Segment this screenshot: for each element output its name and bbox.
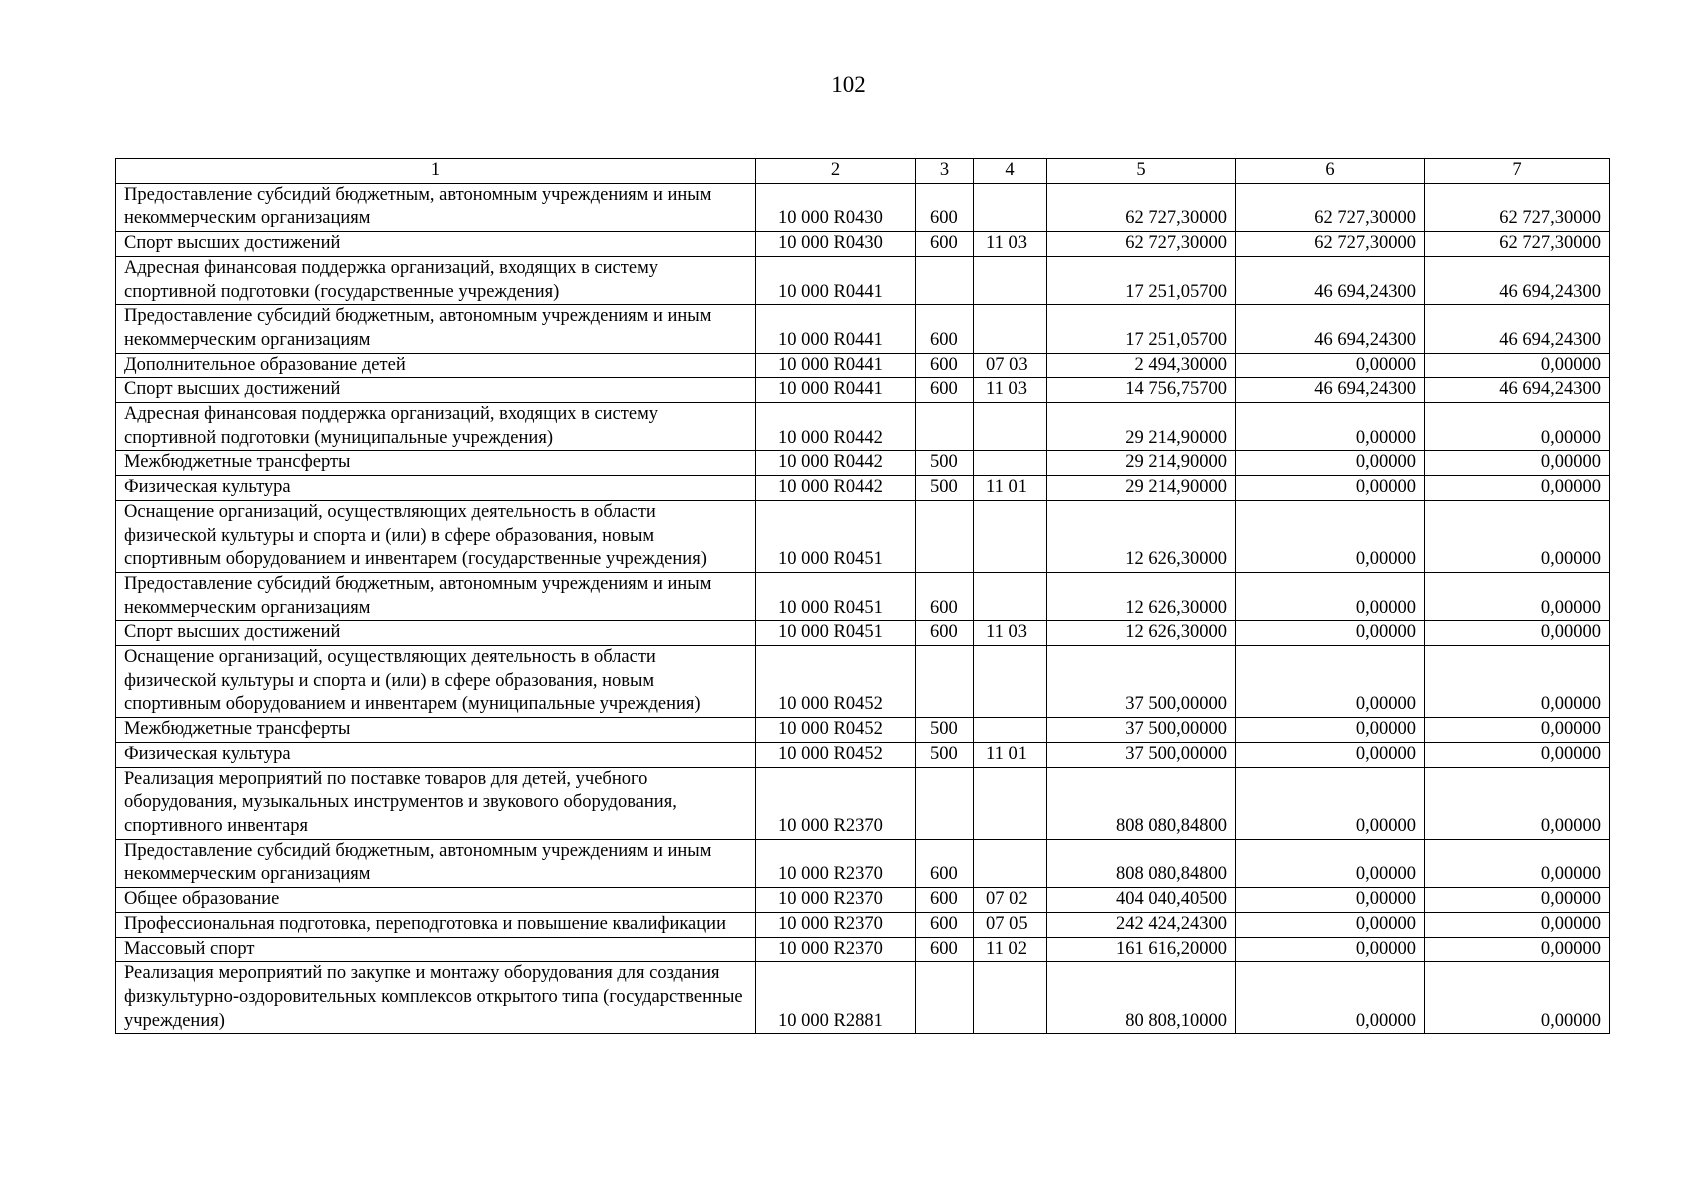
cell-expense-type: 600 [916, 912, 974, 937]
header-col-4: 4 [974, 159, 1047, 184]
table-header-row [116, 159, 1610, 184]
cell-amount-7: 0,00000 [1425, 742, 1610, 767]
cell-name: Массовый спорт [116, 937, 756, 962]
cell-amount-5: 37 500,00000 [1047, 646, 1236, 718]
cell-amount-6: 0,00000 [1236, 353, 1425, 378]
header-col-1: 1 [116, 159, 756, 184]
cell-code: 10 000 R0441 [756, 256, 916, 304]
cell-name: Адресная финансовая поддержка организаций, входящих в систему спортивной подготовки (муниципальные учреждения) [116, 403, 756, 451]
cell-section [974, 572, 1047, 620]
cell-section: 11 03 [974, 378, 1047, 403]
cell-name: Оснащение организаций, осуществляющих деятельность в области физической культуры и спорта и (или) в сфере образования, новым спортивным оборудованием и инвентарем (муниципальные учреждения) [116, 646, 756, 718]
table-row [116, 353, 1610, 378]
cell-amount-5: 29 214,90000 [1047, 451, 1236, 476]
cell-amount-5: 404 040,40500 [1047, 888, 1236, 913]
cell-amount-7: 0,00000 [1425, 646, 1610, 718]
cell-amount-6: 0,00000 [1236, 403, 1425, 451]
cell-amount-5: 37 500,00000 [1047, 742, 1236, 767]
cell-expense-type [916, 500, 974, 572]
cell-amount-6: 0,00000 [1236, 476, 1425, 501]
cell-code: 10 000 R0441 [756, 378, 916, 403]
page-number: 102 [831, 72, 866, 97]
cell-section [974, 451, 1047, 476]
cell-amount-6: 62 727,30000 [1236, 232, 1425, 257]
table-row [116, 451, 1610, 476]
cell-code: 10 000 R0451 [756, 572, 916, 620]
cell-amount-5: 29 214,90000 [1047, 403, 1236, 451]
cell-amount-5: 62 727,30000 [1047, 183, 1236, 231]
table-row [116, 256, 1610, 304]
cell-code: 10 000 R2370 [756, 888, 916, 913]
cell-amount-6: 0,00000 [1236, 572, 1425, 620]
cell-code: 10 000 R0452 [756, 718, 916, 743]
cell-amount-5: 17 251,05700 [1047, 305, 1236, 353]
cell-section [974, 500, 1047, 572]
cell-amount-6: 0,00000 [1236, 962, 1425, 1034]
cell-section [974, 183, 1047, 231]
cell-amount-5: 242 424,24300 [1047, 912, 1236, 937]
cell-amount-6: 0,00000 [1236, 500, 1425, 572]
cell-amount-6: 0,00000 [1236, 937, 1425, 962]
cell-code: 10 000 R0452 [756, 742, 916, 767]
cell-expense-type: 600 [916, 839, 974, 887]
cell-code: 10 000 R0441 [756, 305, 916, 353]
cell-amount-7: 0,00000 [1425, 767, 1610, 839]
header-col-5: 5 [1047, 159, 1236, 184]
budget-table [115, 158, 1610, 1034]
cell-amount-5: 12 626,30000 [1047, 572, 1236, 620]
cell-section: 11 03 [974, 621, 1047, 646]
cell-name: Межбюджетные трансферты [116, 718, 756, 743]
table-row [116, 232, 1610, 257]
cell-code: 10 000 R2370 [756, 912, 916, 937]
cell-expense-type [916, 646, 974, 718]
header-col-3: 3 [916, 159, 974, 184]
cell-code: 10 000 R0430 [756, 232, 916, 257]
cell-amount-6: 0,00000 [1236, 912, 1425, 937]
cell-amount-5: 12 626,30000 [1047, 621, 1236, 646]
cell-amount-7: 0,00000 [1425, 403, 1610, 451]
cell-amount-7: 0,00000 [1425, 476, 1610, 501]
cell-amount-7: 0,00000 [1425, 888, 1610, 913]
table-row [116, 767, 1610, 839]
cell-code: 10 000 R2370 [756, 839, 916, 887]
cell-code: 10 000 R0442 [756, 451, 916, 476]
cell-section: 11 01 [974, 742, 1047, 767]
cell-section [974, 256, 1047, 304]
table-row [116, 572, 1610, 620]
cell-section [974, 305, 1047, 353]
cell-amount-6: 0,00000 [1236, 451, 1425, 476]
cell-amount-7: 62 727,30000 [1425, 232, 1610, 257]
cell-expense-type: 600 [916, 353, 974, 378]
table-row [116, 305, 1610, 353]
cell-amount-6: 0,00000 [1236, 621, 1425, 646]
cell-amount-7: 0,00000 [1425, 937, 1610, 962]
cell-code: 10 000 R0430 [756, 183, 916, 231]
cell-name: Оснащение организаций, осуществляющих деятельность в области физической культуры и спорта и (или) в сфере образования, новым спортивным оборудованием и инвентарем (государственные учреждения) [116, 500, 756, 572]
cell-expense-type: 600 [916, 378, 974, 403]
cell-expense-type: 600 [916, 621, 974, 646]
cell-expense-type: 500 [916, 742, 974, 767]
cell-amount-5: 80 808,10000 [1047, 962, 1236, 1034]
cell-amount-7: 46 694,24300 [1425, 256, 1610, 304]
table-row [116, 646, 1610, 718]
cell-name: Спорт высших достижений [116, 232, 756, 257]
cell-name: Общее образование [116, 888, 756, 913]
cell-amount-7: 0,00000 [1425, 718, 1610, 743]
cell-amount-6: 46 694,24300 [1236, 256, 1425, 304]
cell-expense-type: 600 [916, 888, 974, 913]
cell-expense-type: 500 [916, 476, 974, 501]
cell-amount-5: 17 251,05700 [1047, 256, 1236, 304]
cell-code: 10 000 R0442 [756, 476, 916, 501]
cell-name: Предоставление субсидий бюджетным, автономным учреждениям и иным некоммерческим организациям [116, 572, 756, 620]
table-row [116, 839, 1610, 887]
cell-name: Профессиональная подготовка, переподготовка и повышение квалификации [116, 912, 756, 937]
cell-amount-7: 0,00000 [1425, 353, 1610, 378]
cell-amount-5: 2 494,30000 [1047, 353, 1236, 378]
table-row [116, 378, 1610, 403]
cell-name: Адресная финансовая поддержка организаций, входящих в систему спортивной подготовки (государственные учреждения) [116, 256, 756, 304]
cell-amount-7: 0,00000 [1425, 500, 1610, 572]
cell-amount-5: 12 626,30000 [1047, 500, 1236, 572]
cell-expense-type: 500 [916, 451, 974, 476]
cell-section: 11 02 [974, 937, 1047, 962]
cell-amount-5: 14 756,75700 [1047, 378, 1236, 403]
cell-amount-6: 0,00000 [1236, 646, 1425, 718]
cell-expense-type: 600 [916, 183, 974, 231]
cell-code: 10 000 R2881 [756, 962, 916, 1034]
cell-amount-5: 62 727,30000 [1047, 232, 1236, 257]
cell-amount-5: 808 080,84800 [1047, 839, 1236, 887]
cell-name: Предоставление субсидий бюджетным, автономным учреждениям и иным некоммерческим организациям [116, 839, 756, 887]
cell-amount-6: 46 694,24300 [1236, 305, 1425, 353]
cell-name: Реализация мероприятий по поставке товаров для детей, учебного оборудования, музыкальных инструментов и звукового оборудования, спортивного инвентаря [116, 767, 756, 839]
cell-expense-type: 600 [916, 305, 974, 353]
cell-expense-type [916, 403, 974, 451]
cell-amount-6: 0,00000 [1236, 742, 1425, 767]
cell-amount-7: 0,00000 [1425, 572, 1610, 620]
cell-expense-type: 600 [916, 572, 974, 620]
cell-section [974, 403, 1047, 451]
cell-amount-6: 0,00000 [1236, 839, 1425, 887]
cell-code: 10 000 R0441 [756, 353, 916, 378]
cell-name: Предоставление субсидий бюджетным, автономным учреждениям и иным некоммерческим организациям [116, 305, 756, 353]
cell-name: Спорт высших достижений [116, 378, 756, 403]
cell-amount-7: 62 727,30000 [1425, 183, 1610, 231]
cell-amount-5: 808 080,84800 [1047, 767, 1236, 839]
table-row [116, 403, 1610, 451]
cell-code: 10 000 R0451 [756, 621, 916, 646]
cell-name: Предоставление субсидий бюджетным, автономным учреждениям и иным некоммерческим организациям [116, 183, 756, 231]
cell-section [974, 962, 1047, 1034]
table-row [116, 476, 1610, 501]
cell-amount-7: 0,00000 [1425, 451, 1610, 476]
table-row [116, 742, 1610, 767]
cell-code: 10 000 R0451 [756, 500, 916, 572]
cell-section [974, 718, 1047, 743]
table-row [116, 500, 1610, 572]
cell-amount-5: 29 214,90000 [1047, 476, 1236, 501]
header-col-6: 6 [1236, 159, 1425, 184]
cell-name: Дополнительное образование детей [116, 353, 756, 378]
cell-amount-6: 46 694,24300 [1236, 378, 1425, 403]
cell-name: Спорт высших достижений [116, 621, 756, 646]
cell-expense-type [916, 962, 974, 1034]
cell-amount-7: 46 694,24300 [1425, 305, 1610, 353]
table-body [116, 159, 1610, 1034]
cell-code: 10 000 R2370 [756, 767, 916, 839]
cell-section: 07 03 [974, 353, 1047, 378]
cell-amount-7: 0,00000 [1425, 912, 1610, 937]
cell-expense-type [916, 767, 974, 839]
cell-name: Физическая культура [116, 742, 756, 767]
cell-amount-6: 0,00000 [1236, 767, 1425, 839]
cell-expense-type: 600 [916, 937, 974, 962]
table-row [116, 962, 1610, 1034]
cell-section: 11 03 [974, 232, 1047, 257]
header-col-7: 7 [1425, 159, 1610, 184]
table-row [116, 912, 1610, 937]
cell-name: Реализация мероприятий по закупке и монтажу оборудования для создания физкультурно-оздоровительных комплексов открытого типа (государственные учреждения) [116, 962, 756, 1034]
cell-amount-6: 0,00000 [1236, 888, 1425, 913]
cell-code: 10 000 R2370 [756, 937, 916, 962]
cell-code: 10 000 R0452 [756, 646, 916, 718]
cell-amount-5: 37 500,00000 [1047, 718, 1236, 743]
cell-name: Физическая культура [116, 476, 756, 501]
cell-code: 10 000 R0442 [756, 403, 916, 451]
cell-amount-7: 0,00000 [1425, 839, 1610, 887]
cell-section: 07 05 [974, 912, 1047, 937]
cell-amount-7: 0,00000 [1425, 621, 1610, 646]
cell-expense-type: 600 [916, 232, 974, 257]
cell-expense-type: 500 [916, 718, 974, 743]
cell-name: Межбюджетные трансферты [116, 451, 756, 476]
cell-amount-7: 46 694,24300 [1425, 378, 1610, 403]
cell-amount-5: 161 616,20000 [1047, 937, 1236, 962]
cell-expense-type [916, 256, 974, 304]
cell-section: 11 01 [974, 476, 1047, 501]
cell-section [974, 646, 1047, 718]
cell-amount-6: 62 727,30000 [1236, 183, 1425, 231]
cell-section [974, 767, 1047, 839]
cell-section: 07 02 [974, 888, 1047, 913]
table-row [116, 718, 1610, 743]
cell-amount-7: 0,00000 [1425, 962, 1610, 1034]
table-row [116, 937, 1610, 962]
table-row [116, 621, 1610, 646]
cell-section [974, 839, 1047, 887]
table-row [116, 183, 1610, 231]
table-row [116, 888, 1610, 913]
cell-amount-6: 0,00000 [1236, 718, 1425, 743]
header-col-2: 2 [756, 159, 916, 184]
